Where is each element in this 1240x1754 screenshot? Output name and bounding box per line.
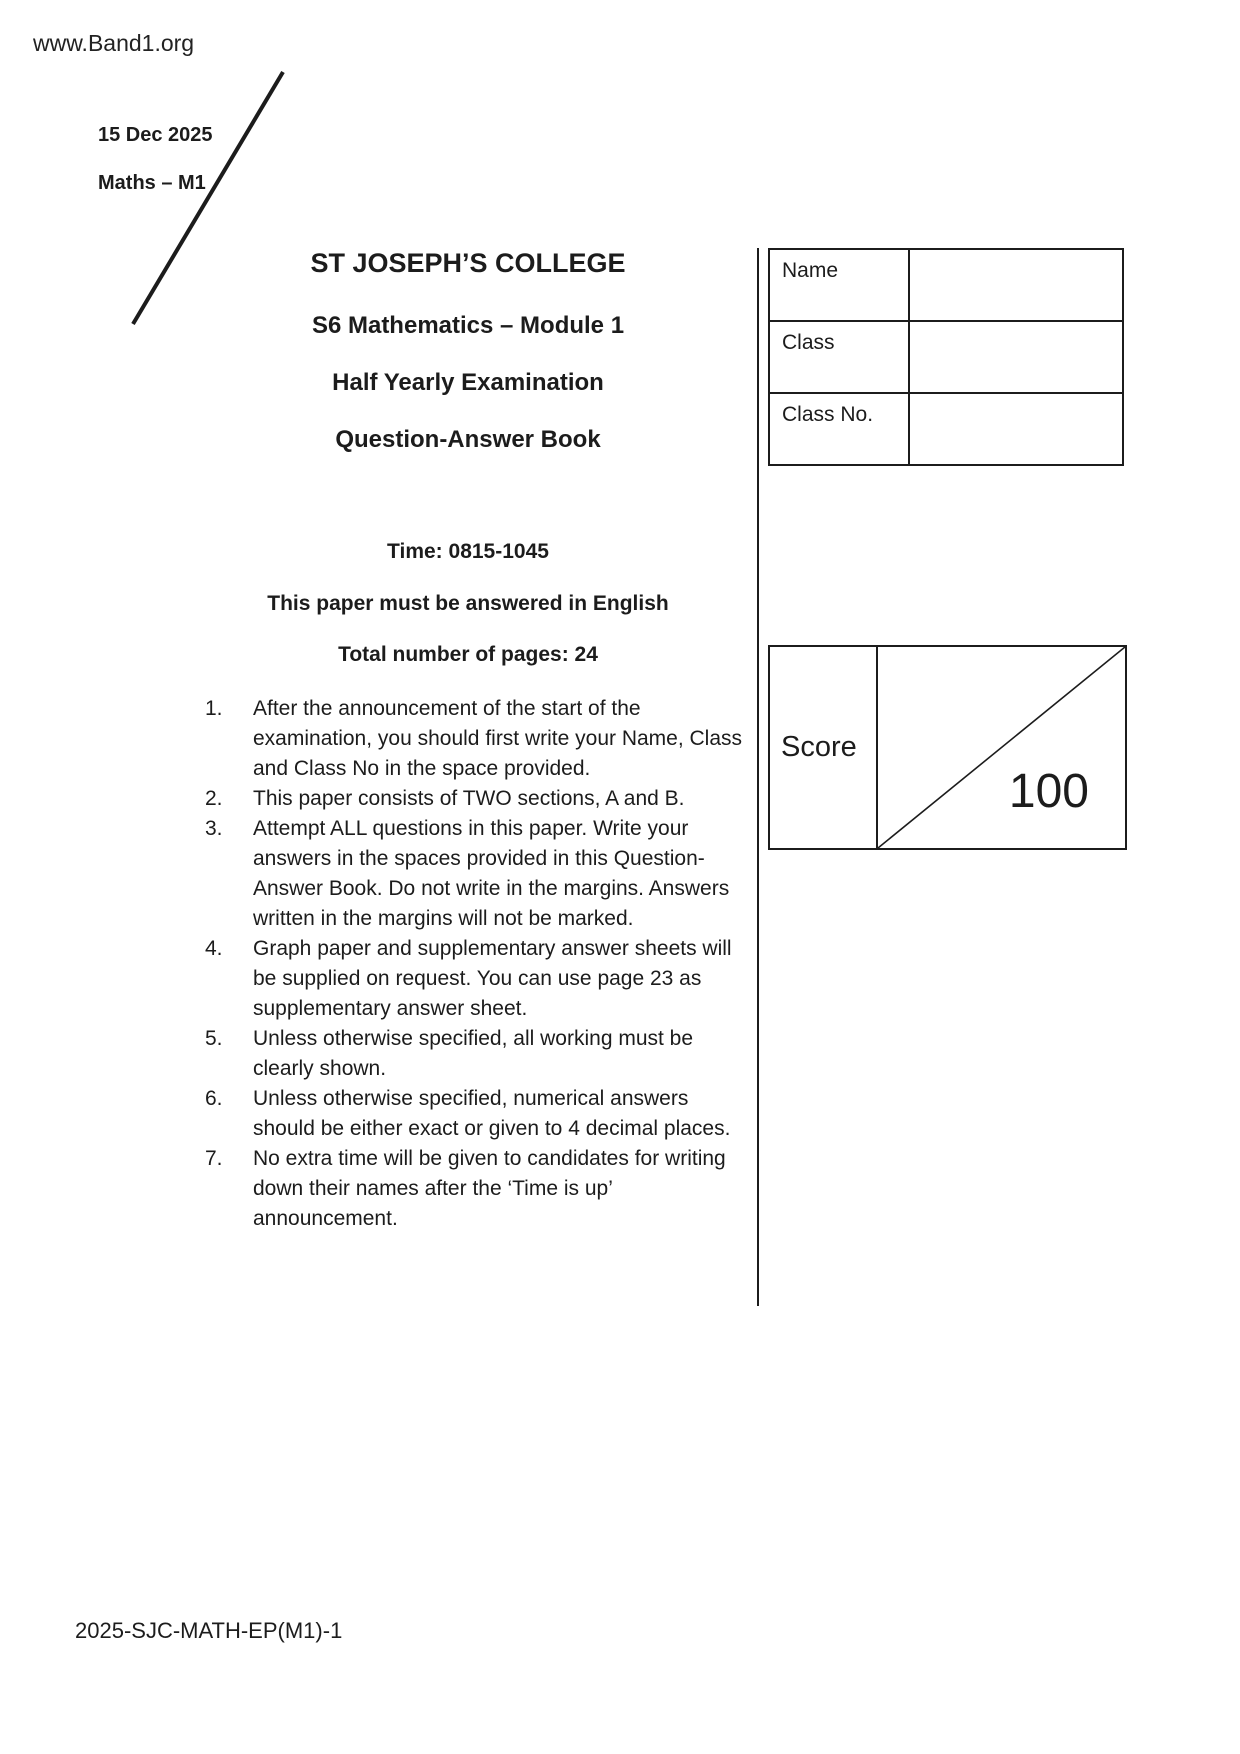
- book-type-title: Question-Answer Book: [335, 426, 601, 453]
- instruction-number: 4.: [205, 937, 223, 960]
- class-value-cell: [909, 321, 1123, 393]
- table-row-class-no: [769, 393, 1123, 465]
- subject-code: Maths – M1: [98, 172, 206, 194]
- instruction-number: 5.: [205, 1027, 223, 1050]
- instruction-number: 1.: [205, 697, 223, 720]
- instruction-text: This paper consists of TWO sections, A and B.: [253, 787, 685, 810]
- score-total: 100: [1008, 765, 1089, 818]
- instruction-item-7: [205, 1144, 750, 1234]
- instruction-number: 6.: [205, 1087, 223, 1110]
- site-url: www.Band1.org: [33, 30, 195, 56]
- name-label: Name: [769, 249, 909, 321]
- instruction-number: 7.: [205, 1147, 223, 1170]
- exam-date: 15 Dec 2025: [98, 124, 213, 146]
- cancel-slash-line: [118, 62, 298, 334]
- class-no-value-cell: [909, 393, 1123, 465]
- instruction-item-2: [205, 784, 750, 814]
- page-footer-code: 2025-SJC-MATH-EP(M1)-1: [75, 1618, 343, 1643]
- exam-name-title: Half Yearly Examination: [332, 369, 604, 396]
- instruction-item-4: [205, 934, 750, 1024]
- instruction-item-5: [205, 1024, 750, 1084]
- exam-module-title: S6 Mathematics – Module 1: [311, 312, 625, 339]
- language-note: This paper must be answered in English: [267, 592, 669, 615]
- table-row-class: [769, 321, 1123, 393]
- margin-divider-line: [757, 248, 759, 1306]
- score-box: [768, 645, 1127, 850]
- name-value-cell: [909, 249, 1123, 321]
- instructions-list: [205, 694, 750, 1234]
- instruction-item-6: [205, 1084, 750, 1144]
- class-no-label: Class No.: [769, 393, 909, 465]
- instruction-number: 2.: [205, 787, 223, 810]
- score-value-cell: [878, 647, 1125, 848]
- instruction-item-3: [205, 814, 750, 934]
- instruction-text: Attempt ALL questions in this paper. Write your answers in the spaces provided in this Question-Answer Book. Do not write in the margins. Answers written in the margins will not be marked.: [253, 817, 730, 930]
- instruction-text: After the announcement of the start of the examination, you should first write your Name, Class and Class No in the space provided.: [253, 697, 743, 780]
- score-label: Score: [770, 647, 878, 848]
- instruction-text: Unless otherwise specified, numerical answers should be either exact or given to 4 decimal places.: [253, 1087, 731, 1140]
- instruction-text: Unless otherwise specified, all working must be clearly shown.: [253, 1027, 694, 1080]
- school-name: ST JOSEPH’S COLLEGE: [310, 248, 626, 278]
- instruction-text: Graph paper and supplementary answer sheets will be supplied on request. You can use page 23 as supplementary answer sheet.: [253, 937, 732, 1020]
- class-label: Class: [769, 321, 909, 393]
- table-row-name: [769, 249, 1123, 321]
- total-pages-note: Total number of pages: 24: [338, 643, 598, 666]
- student-info-table: [768, 248, 1124, 466]
- instruction-number: 3.: [205, 817, 223, 840]
- exam-time-note: Time: 0815-1045: [387, 540, 549, 563]
- instruction-text: No extra time will be given to candidates for writing down their names after the ‘Time is up’ announcement.: [253, 1147, 726, 1230]
- instruction-item-1: [205, 694, 750, 784]
